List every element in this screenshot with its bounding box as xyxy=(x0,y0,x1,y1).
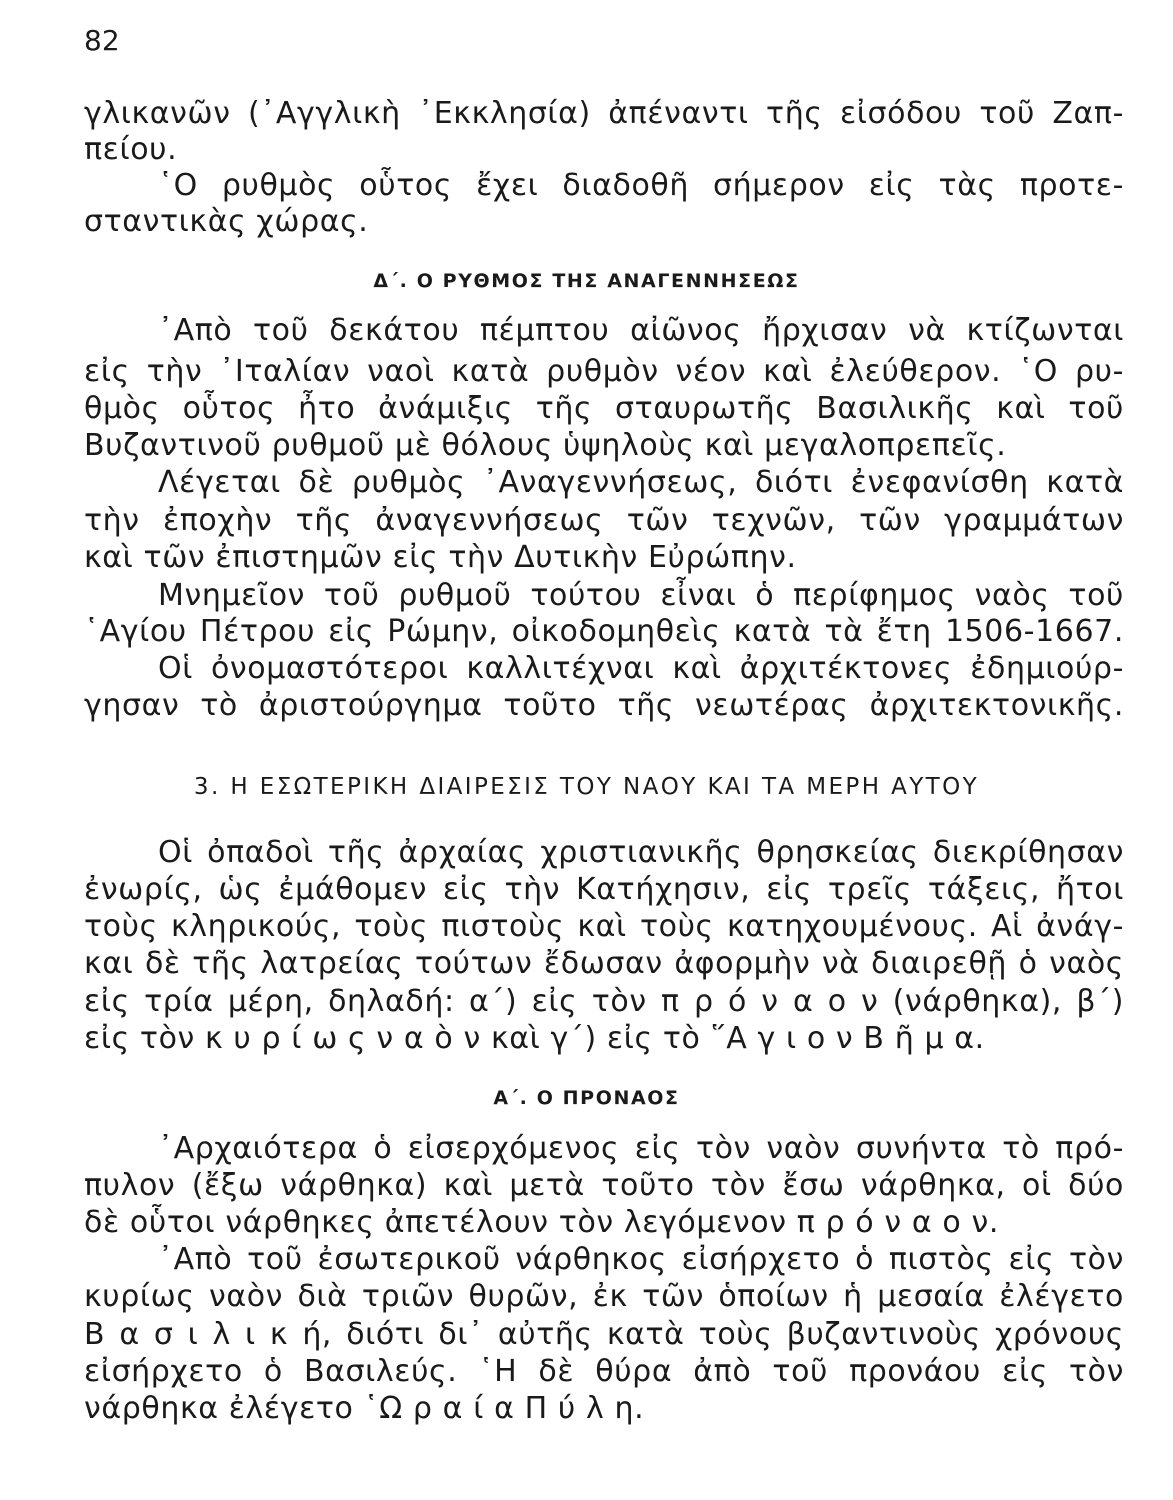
text-line: Βυζαντινοῦ ρυθμοῦ μὲ θόλους ὑψηλοὺς καὶ μεγαλοπρεπεῖς. xyxy=(84,428,1007,463)
text-line: και δὲ τῆς λατρείας τούτων ἔδωσαν ἀφορμὴν νὰ διαιρεθῇ ὁ ναὸς xyxy=(84,946,1124,981)
text-line: Λέγεται δὲ ρυθμὸς ᾿Αναγεννήσεως, διότι ἐνεφανίσθη κατὰ xyxy=(158,465,1124,500)
text-line: δὲ οὗτοι νάρθηκες ἀπετέλουν τὸν λεγόμενον π ρ ό ν α ο ν. xyxy=(84,1205,999,1240)
page-number: 82 xyxy=(84,24,120,57)
text-line: πείου. xyxy=(84,132,178,167)
text-line: εἰς τὸν κ υ ρ ί ω ς ν α ὸ ν καὶ γ΄) εἰς τὸ ῞Α γ ι ο ν Β ῆ μ α. xyxy=(84,1021,985,1056)
section-heading: 3. Η ΕΣΩΤΕΡΙΚΗ ΔΙΑΙΡΕΣΙΣ ΤΟΥ ΝΑΟΥ ΚΑΙ ΤΑ ΜΕΡΗ ΑΥΤΟΥ xyxy=(193,774,980,800)
text-line: τὴν ἐποχὴν τῆς ἀναγεννήσεως τῶν τεχνῶν, τῶν γραμμάτων xyxy=(84,503,1124,538)
text-line: ᾿Αρχαιότερα ὁ εἰσερχόμενος εἰς τὸν ναὸν συνήντα τὸ πρό- xyxy=(158,1131,1124,1166)
text-line: Μνημεῖον τοῦ ρυθμοῦ τούτου εἶναι ὁ περίφημος ναὸς τοῦ xyxy=(158,578,1124,613)
text-line: γησαν τὸ ἀριστούργημα τοῦτο τῆς νεωτέρας ἀρχιτεκτονικῆς. xyxy=(84,688,1124,723)
text-line: καὶ τῶν ἐπιστημῶν εἰς τὴν Δυτικὴν Εὐρώπην. xyxy=(84,540,797,575)
text-line: εἰσήρχετο ὁ Βασιλεύς. ῾Η δὲ θύρα ἀπὸ τοῦ προνάου εἰς τὸν xyxy=(84,1354,1124,1389)
text-line: ἐνωρίς, ὡς ἐμάθομεν εἰς τὴν Κατήχησιν, εἰς τρεῖς τάξεις, ἤτοι xyxy=(84,872,1124,907)
text-line: γλικανῶν (᾿Αγγλικὴ ᾿Εκκλησία) ἀπέναντι τῆς εἰσόδου τοῦ Ζαπ- xyxy=(84,96,1124,131)
text-line: θμὸς οὗτος ἦτο ἀνάμιξις τῆς σταυρωτῆς Βασιλικῆς καὶ τοῦ xyxy=(84,391,1124,426)
text-line: ᾿Απὸ τοῦ δεκάτου πέμπτου αἰῶνος ἤρχισαν νὰ κτίζωνται xyxy=(158,313,1124,348)
subsection-heading: Α΄. Ο ΠΡΟΝΑΟΣ xyxy=(493,1087,680,1109)
text-line: σταντικὰς χώρας. xyxy=(84,204,369,239)
text-line: νάρθηκα ἐλέγετο ῾Ω ρ α ί α Π ύ λ η. xyxy=(84,1391,645,1426)
text-line: ᾿Απὸ τοῦ ἐσωτερικοῦ νάρθηκος εἰσήρχετο ὁ πιστὸς εἰς τὸν xyxy=(158,1242,1124,1277)
text-line: εἰς τὴν ᾿Ιταλίαν ναοὶ κατὰ ρυθμὸν νέον καὶ ἐλεύθερον. ῾Ο ρυ- xyxy=(84,354,1124,389)
text-line: ῾Ο ρυθμὸς οὗτος ἔχει διαδοθῆ σήμερον εἰς τὰς προτε- xyxy=(158,168,1124,203)
text-line: ῾Αγίου Πέτρου εἰς Ρώμην, οἰκοδομηθεὶς κατὰ τὰ ἔτη 1506-1667. xyxy=(84,614,1124,649)
text-line: κυρίως ναὸν διὰ τριῶν θυρῶν, ἐκ τῶν ὁποίων ἡ μεσαία ἐλέγετο xyxy=(84,1279,1124,1314)
text-line: Οἱ ὀνομαστότεροι καλλιτέχναι καὶ ἀρχιτέκτονες ἐδημιούρ- xyxy=(158,651,1124,686)
text-line: πυλον (ἔξω νάρθηκα) καὶ μετὰ τοῦτο τὸν ἔσω νάρθηκα, οἱ δύο xyxy=(84,1168,1124,1203)
text-line: Β α σ ι λ ι κ ή, διότι δι᾿ αὐτῆς κατὰ τοὺς βυζαντινοὺς χρόνους xyxy=(84,1317,1124,1352)
text-line: τοὺς κληρικούς, τοὺς πιστοὺς καὶ τοὺς κατηχουμένους. Αἱ ἀνάγ- xyxy=(84,909,1124,944)
subsection-heading: Δ΄. Ο ΡΥΘΜΟΣ ΤΗΣ ΑΝΑΓΕΝΝΗΣΕΩΣ xyxy=(373,270,800,292)
text-line: Οἱ ὀπαδοὶ τῆς ἀρχαίας χριστιανικῆς θρησκείας διεκρίθησαν xyxy=(158,835,1124,870)
text-line: εἰς τρία μέρη, δηλαδή: α΄) εἰς τὸν π ρ ό ν α ο ν (νάρθηκα), β΄) xyxy=(84,984,1124,1019)
